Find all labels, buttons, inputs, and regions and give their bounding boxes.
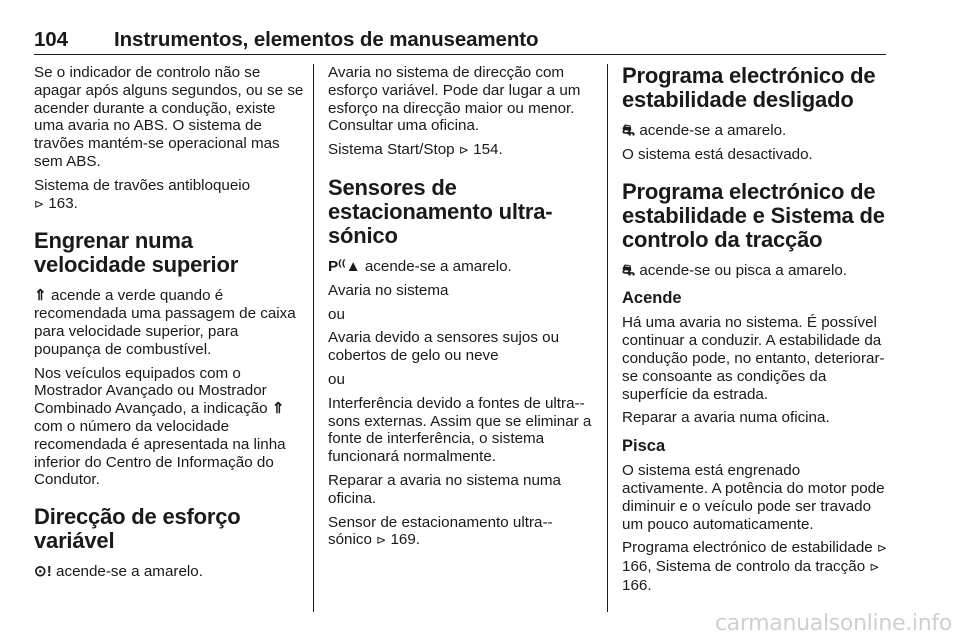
column-2 <box>328 64 594 556</box>
parking-fault-2: Avaria devido a sensores sujos ou cobertos de gelo ou neve <box>328 329 560 365</box>
esc-off-icon: ⛐ <box>622 122 636 139</box>
upshift-icon: ⇑ <box>271 400 285 418</box>
abs-reference: Sistema de travões antibloqueio ⊳ 163. <box>34 176 251 212</box>
heading-esc-off: Programa electrónico de estabilidade desligado <box>622 63 876 112</box>
reference-arrow-icon: ⊳ <box>376 533 387 548</box>
acende-paragraph: Há uma avaria no sistema. É possível continuar a conduzir. A estabilidade da condução pode, no entanto, deteriorar-se consoante as condições da superfície da estrada. <box>622 314 885 403</box>
page-title: Instrumentos, elementos de manuseamento <box>114 28 539 51</box>
column-1 <box>34 64 304 587</box>
steering-paragraph: ⊙! acende-se a amarelo. <box>34 563 203 581</box>
steering-warning-icon: ⊙! <box>34 563 52 581</box>
column-divider-2 <box>607 64 608 612</box>
parking-paragraph: P⁽⁽▲ acende-se a amarelo. <box>328 257 512 275</box>
start-stop-reference: Sistema Start/Stop ⊳ 154. <box>328 141 503 159</box>
reference-arrow-icon: ⊳ <box>869 560 880 575</box>
parking-sensor-icon: P⁽⁽▲ <box>328 257 361 275</box>
upshift-paragraph: ⇑ acende a verde quando é recomendada uma passagem de caixa para velocidade superior, para poupança de combustível. <box>34 287 296 358</box>
upshift-icon: ⇑ <box>34 287 47 305</box>
parking-fault-1: Avaria no sistema <box>328 281 449 299</box>
page-header <box>34 28 886 52</box>
page-link[interactable]: 163. <box>48 194 78 212</box>
column-divider-1 <box>313 64 314 612</box>
heading-upshift: Engrenar numa velocidade superior <box>34 228 239 278</box>
heading-parking-sensors: Sensores de estacionamento ultra-sónico <box>328 174 553 248</box>
parking-fault-3: Interferência devido a fontes de ultra--sons externas. Assim que se eliminar a fonte de interferência, o sistema funcionará normalmente. <box>328 394 592 466</box>
heading-variable-steering: Direcção de esforço variável <box>34 504 241 554</box>
column-3 <box>622 64 888 601</box>
subheading-acende: Acende <box>622 289 682 308</box>
reference-arrow-icon: ⊳ <box>876 541 888 556</box>
page-link[interactable]: 166. <box>622 576 652 594</box>
esc-icon: ⛐ <box>622 261 636 279</box>
esc-off-status: O sistema está desactivado. <box>622 145 813 163</box>
upshift-dic-paragraph: Nos veículos equipados com o Mostrador Avançado ou Mostrador Combinado Avançado, a indicação ⇑ com o número da velocidade recomendada é apresentada na linha inferior do Centro de Informação do Condutor. <box>34 364 286 489</box>
abs-paragraph: Se o indicador de controlo não se apagar após alguns segundos, ou se se acender durante a condução, existe uma avaria no ABS. O sistema de travões mantém-se operacional mas sem ABS. <box>34 64 304 170</box>
acende-repair: Reparar a avaria numa oficina. <box>622 409 830 427</box>
reference-arrow-icon: ⊳ <box>458 143 469 158</box>
or-text: ou <box>328 370 345 388</box>
page-link[interactable]: 166, Sistema de controlo da tracção <box>622 558 866 576</box>
steering-fault-paragraph: Avaria no sistema de direcção com esforço variável. Pode dar lugar a um esforço na direcção maior ou menor. Consultar uma oficina. <box>328 64 581 135</box>
header-rule <box>34 54 886 55</box>
parking-repair: Reparar a avaria no sistema numa oficina. <box>328 471 561 507</box>
parking-reference: Sensor de estacionamento ultra--sónico ⊳ 169. <box>328 513 553 549</box>
subheading-pisca: Pisca <box>622 437 666 456</box>
page-link[interactable]: 154. <box>473 141 503 159</box>
or-text: ou <box>328 305 345 323</box>
reference-arrow-icon: ⊳ <box>34 196 45 211</box>
esc-reference: Programa electrónico de estabilidade ⊳ 166, Sistema de controlo da tracção ⊳ 166. <box>622 539 888 594</box>
watermark: carmanualsonline.info <box>714 611 952 636</box>
page-number: 104 <box>34 28 68 51</box>
esc-off-paragraph: ⛐ acende-se a amarelo. <box>622 122 787 139</box>
pisca-paragraph: O sistema está engrenado activamente. A potência do motor pode diminuir e o veículo pode ser travado um pouco automaticamente. <box>622 462 885 533</box>
page-link[interactable]: 169. <box>390 531 420 549</box>
esc-paragraph: ⛐ acende-se ou pisca a amarelo. <box>622 261 848 279</box>
heading-esc-traction: Programa electrónico de estabilidade e Sistema de controlo da tracção <box>622 178 885 252</box>
